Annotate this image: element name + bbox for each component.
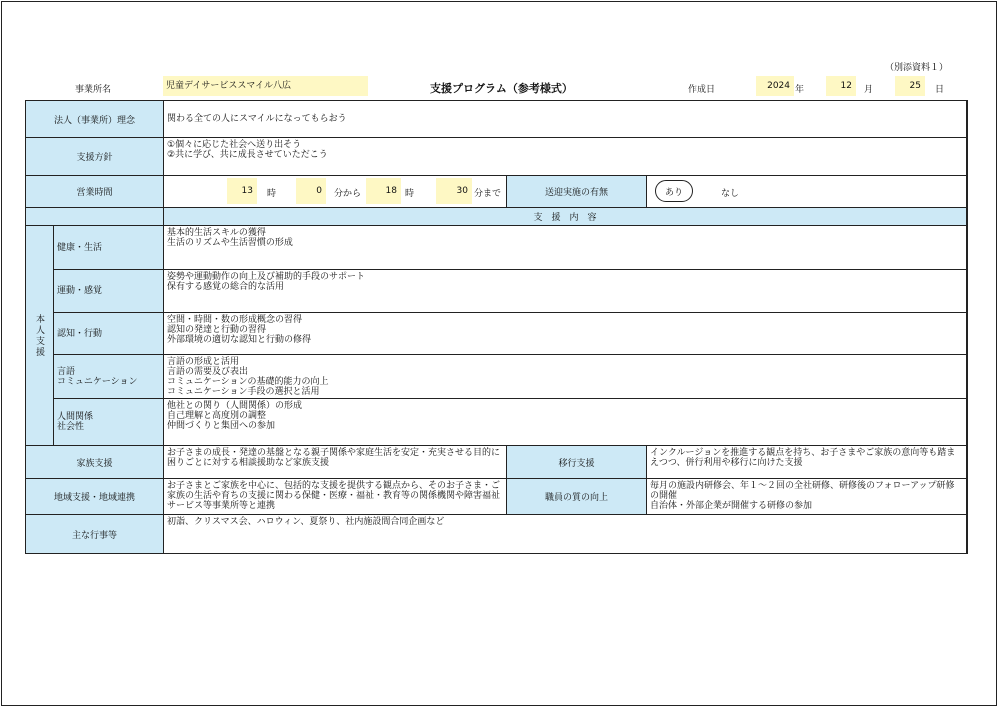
personal-item-value-0[interactable]: 基本的生活スキルの獲得 生活のリズムや生活習慣の形成 (164, 226, 967, 270)
transition-value[interactable]: インクルージョンを推進する観点を持ち、お子さまやご家族の意向等も踏まえつつ、併行利用や移行に向けた支援 (647, 446, 967, 479)
community-value[interactable]: お子さまとご家族を中心に、包括的な支援を提供する観点から、そのお子さま・ご家族の生活や育ちの支援に関わる保健・医療・福祉・教育等の関係機関や障害福祉サービス等事業所等と連携 (164, 479, 507, 515)
appendix-label: （別添資料１） (885, 63, 949, 73)
personal-item-value-4[interactable]: 他社との関り（人間関係）の形成 自己理解と高度別の調整 仲間づくりと集団への参加 (164, 399, 967, 446)
personal-item-label-3: 言語 コミュニケーション (54, 355, 164, 399)
month-unit: 月 (864, 85, 874, 95)
office-label: 事業所名 (75, 85, 112, 95)
page-title: 支援プログラム（参考様式） (430, 82, 573, 95)
personal-item-value-3[interactable]: 言語の形成と活用 言語の需要及び表出 コミュニケーションの基礎的能力の向上 コミュニケーション手段の選択と活用 (164, 355, 967, 399)
end-min-field[interactable]: 30 (436, 178, 472, 204)
day-unit: 日 (935, 85, 945, 95)
family-label: 家族支援 (26, 446, 164, 479)
personal-item-label-2: 認知・行動 (54, 313, 164, 355)
personal-item-label-0: 健康・生活 (54, 226, 164, 270)
year-field[interactable]: 2024 (756, 76, 794, 96)
transition-label: 移行支援 (507, 446, 647, 479)
start-min-field[interactable]: 0 (296, 178, 326, 204)
day-field[interactable]: 25 (895, 76, 925, 96)
personal-item-value-2[interactable]: 空間・時間・数の形成概念の習得 認知の発達と行動の習得 外部環境の適切な認知と行動の修得 (164, 313, 967, 355)
events-value[interactable]: 初詣、クリスマス会、ハロウィン、夏祭り、社内施設間合同企画など (164, 515, 967, 553)
until-label: 分まで (474, 189, 502, 199)
from-label: 分から (334, 189, 362, 199)
community-label: 地域支援・地域連携 (26, 479, 164, 515)
end-hour-field[interactable]: 18 (366, 178, 401, 204)
events-label: 主な行事等 (26, 515, 164, 553)
policy-label: 支援方針 (26, 138, 164, 176)
transport-no-option[interactable]: なし (721, 189, 740, 199)
support-header-spacer (26, 208, 164, 226)
transport-cell (647, 176, 967, 208)
personal-item-value-1[interactable]: 姿勢や運動動作の向上及び補助的手段のサポート 保有する感覚の総合的な活用 (164, 270, 967, 313)
personal-item-label-1: 運動・感覚 (54, 270, 164, 313)
hour-unit-1: 時 (267, 189, 277, 199)
year-unit: 年 (795, 85, 805, 95)
policy-value[interactable]: ①個々に応じた社会へ送り出そう ②共に学び、共に成長させていただこう (164, 138, 967, 176)
month-field[interactable]: 12 (826, 76, 856, 96)
personal-item-label-4: 人間関係 社会性 (54, 399, 164, 446)
hour-unit-2: 時 (405, 189, 415, 199)
philosophy-value[interactable]: 関わる全ての人にスマイルになってもらおう (164, 101, 967, 138)
staff-value[interactable]: 毎月の施設内研修会、年１～２回の全社研修、研修後のフォローアップ研修の開催 自治体・外部企業が開催する研修の参加 (647, 479, 967, 515)
family-value[interactable]: お子さまの成長・発達の基盤となる親子関係や家庭生活を安定・充実させる目的に困りごとに対する相談援助など家族支援 (164, 446, 507, 479)
personal-support-label: 本人支援 (26, 226, 54, 446)
transport-label: 送迎実施の有無 (507, 176, 647, 208)
transport-yes-option[interactable]: あり (655, 180, 693, 202)
hours-cell (164, 176, 507, 208)
support-header: 支 援 内 容 (164, 208, 967, 226)
date-label: 作成日 (688, 85, 716, 95)
office-name-field[interactable]: 児童デイサービススマイル八広 (163, 76, 368, 96)
hours-label: 営業時間 (26, 176, 164, 208)
start-hour-field[interactable]: 13 (227, 178, 257, 204)
staff-label: 職員の質の向上 (507, 479, 647, 515)
philosophy-label: 法人（事業所）理念 (26, 101, 164, 138)
support-program-table (25, 100, 968, 554)
